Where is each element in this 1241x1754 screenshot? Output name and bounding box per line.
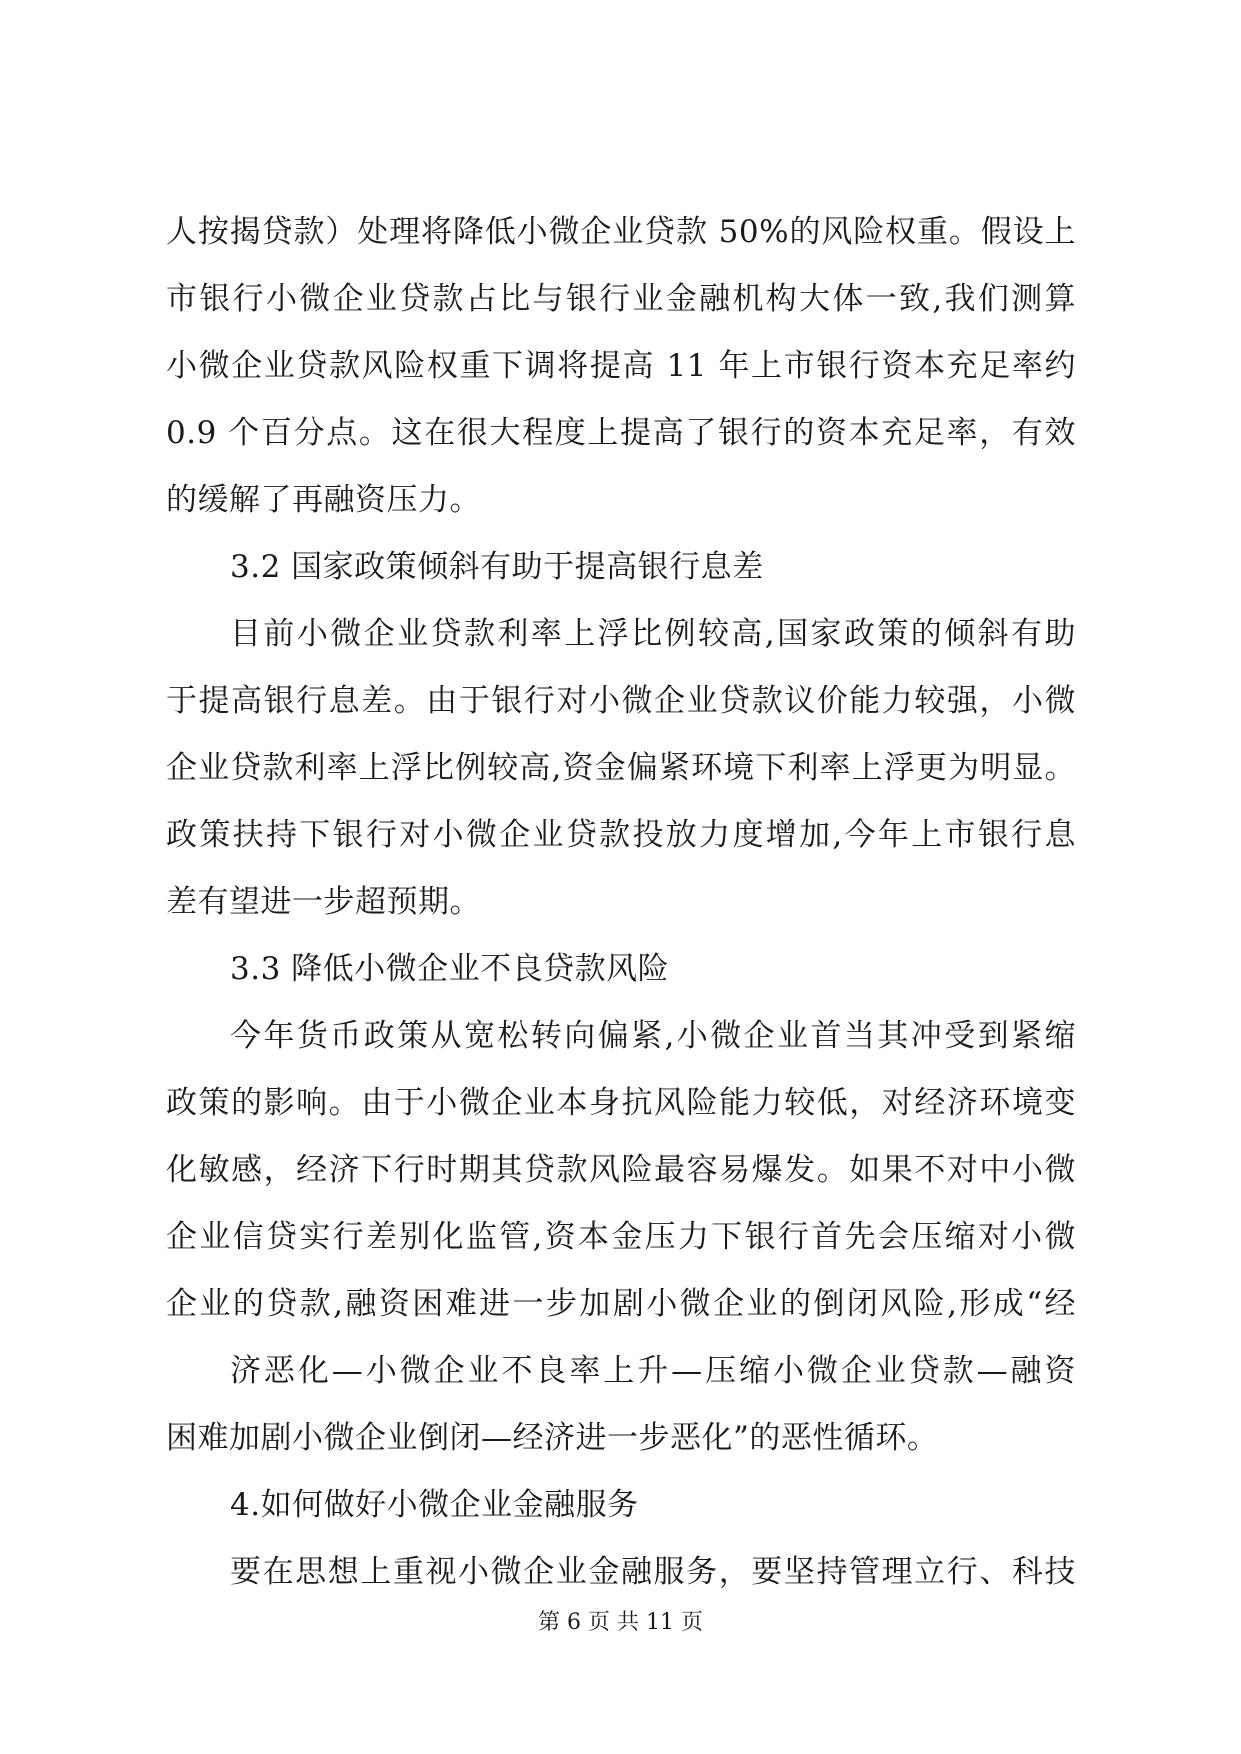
section-heading: 4.如何做好小微企业金融服务 — [230, 1487, 639, 1523]
text-line: 于提高银行息差。由于银行对小微企业贷款议价能力较强，小微 — [166, 683, 1076, 719]
text-line: 差有望进一步超预期。 — [166, 884, 481, 920]
text-line: 小微企业贷款风险权重下调将提高 11 年上市银行资本充足率约 — [166, 348, 1076, 384]
text-line: 目前小微企业贷款利率上浮比例较高,国家政策的倾斜有助 — [230, 616, 1076, 652]
text-line: 企业信贷实行差别化监管,资本金压力下银行首先会压缩对小微 — [166, 1219, 1076, 1255]
section-heading: 3.2 国家政策倾斜有助于提高银行息差 — [230, 549, 764, 585]
text-line: 济恶化—小微企业不良率上升—压缩小微企业贷款—融资 — [230, 1353, 1076, 1389]
text-line: 0.9 个百分点。这在很大程度上提高了银行的资本充足率，有效 — [166, 415, 1076, 451]
text-line: 政策扶持下银行对小微企业贷款投放力度增加,今年上市银行息 — [166, 817, 1076, 853]
text-line: 政策的影响。由于小微企业本身抗风险能力较低，对经济环境变 — [166, 1085, 1076, 1121]
section-heading: 3.3 降低小微企业不良贷款风险 — [230, 951, 670, 987]
page-number-footer: 第 6 页 共 11 页 — [538, 1610, 703, 1635]
text-line: 要在思想上重视小微企业金融服务，要坚持管理立行、科技 — [230, 1554, 1076, 1590]
text-line: 今年货币政策从宽松转向偏紧,小微企业首当其冲受到紧缩 — [230, 1018, 1076, 1054]
text-line: 的缓解了再融资压力。 — [166, 482, 481, 518]
text-line: 人按揭贷款）处理将降低小微企业贷款 50%的风险权重。假设上 — [166, 214, 1076, 250]
text-line: 企业贷款利率上浮比例较高,资金偏紧环境下利率上浮更为明显。 — [166, 750, 1076, 786]
text-line: 市银行小微企业贷款占比与银行业金融机构大体一致,我们测算 — [166, 281, 1076, 317]
text-line: 困难加剧小微企业倒闭—经济进一步恶化”的恶性循环。 — [166, 1420, 939, 1456]
text-line: 企业的贷款,融资困难进一步加剧小微企业的倒闭风险,形成“经 — [166, 1286, 1076, 1322]
text-line: 化敏感，经济下行时期其贷款风险最容易爆发。如果不对中小微 — [166, 1152, 1076, 1188]
